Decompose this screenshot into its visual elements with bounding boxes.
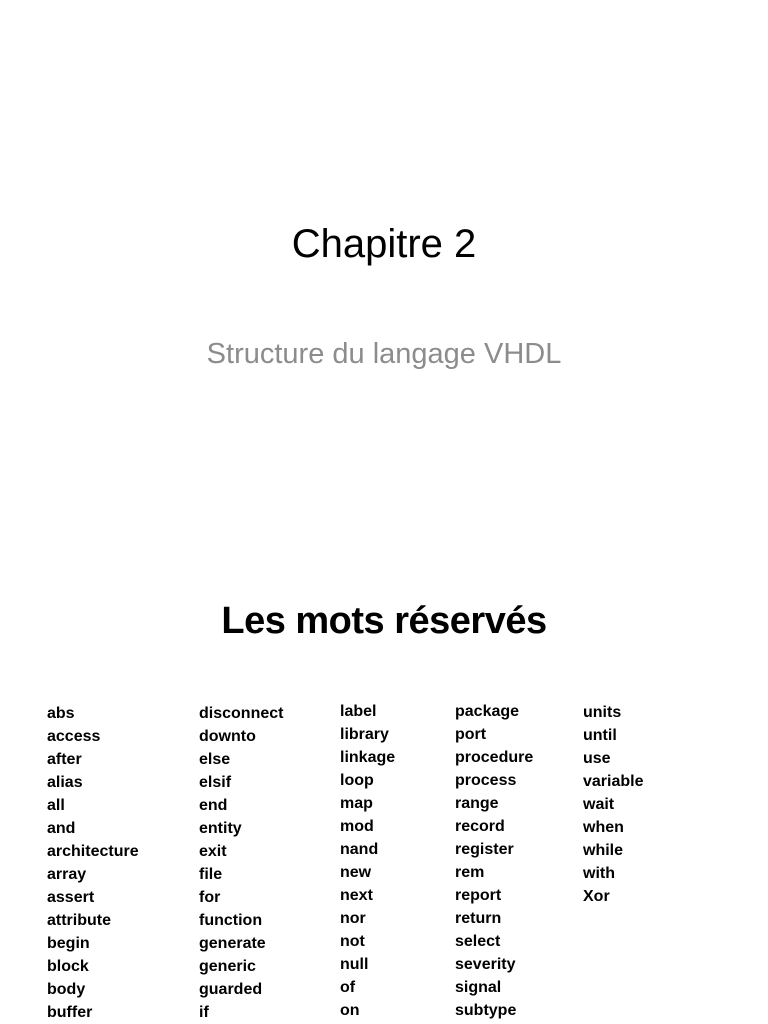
keyword-item: end: [199, 797, 228, 814]
keyword-item: library: [340, 726, 389, 743]
keyword-item: severity: [455, 956, 516, 973]
keyword-item: body: [47, 981, 86, 998]
keyword-item: report: [455, 887, 502, 904]
keyword-item: return: [455, 910, 502, 927]
reserved-words-slide: [0, 576, 768, 1024]
keyword-item: generate: [199, 935, 266, 952]
keyword-item: while: [583, 842, 624, 859]
keyword-item: downto: [199, 728, 256, 745]
keyword-item: subtype: [455, 1002, 517, 1019]
keyword-item: package: [455, 703, 520, 720]
keyword-item: procedure: [455, 749, 534, 766]
keyword-item: label: [340, 703, 377, 720]
keyword-column-2: [199, 702, 283, 1024]
keyword-item: alias: [47, 774, 83, 791]
keyword-column-4: [455, 700, 533, 1022]
keyword-item: begin: [47, 935, 90, 952]
keyword-item: Xor: [583, 888, 610, 905]
keyword-item: abs: [47, 705, 75, 722]
keyword-item: and: [47, 820, 76, 837]
keyword-item: block: [47, 958, 89, 975]
keyword-item: access: [47, 728, 101, 745]
keyword-item: record: [455, 818, 505, 835]
keyword-item: guarded: [199, 981, 263, 998]
keyword-item: loop: [340, 772, 374, 789]
keyword-item: generic: [199, 958, 256, 975]
keyword-item: all: [47, 797, 65, 814]
keyword-item: signal: [455, 979, 502, 996]
keyword-item: function: [199, 912, 263, 929]
keyword-item: buffer: [47, 1004, 93, 1021]
keyword-item: nor: [340, 910, 366, 927]
keyword-item: elsif: [199, 774, 232, 791]
keyword-item: process: [455, 772, 517, 789]
keyword-item: register: [455, 841, 514, 858]
keyword-item: architecture: [47, 843, 139, 860]
keyword-item: of: [340, 979, 356, 996]
keyword-item: nand: [340, 841, 379, 858]
keyword-item: array: [47, 866, 87, 883]
keyword-item: attribute: [47, 912, 111, 929]
chapter-subtitle: Structure du langage VHDL: [206, 338, 562, 370]
keyword-column-5: [583, 701, 643, 908]
keyword-item: units: [583, 704, 622, 721]
keyword-item: wait: [583, 796, 615, 813]
keyword-item: after: [47, 751, 82, 768]
keyword-column-1: [47, 702, 139, 1024]
keyword-item: port: [455, 726, 487, 743]
keyword-item: else: [199, 751, 231, 768]
keyword-item: rem: [455, 864, 485, 881]
keyword-item: range: [455, 795, 499, 812]
keyword-item: on: [340, 1002, 360, 1019]
keyword-item: with: [583, 865, 615, 882]
chapter-title: Chapitre 2: [291, 222, 477, 266]
keyword-item: linkage: [340, 749, 396, 766]
keyword-item: entity: [199, 820, 242, 837]
keyword-item: next: [340, 887, 373, 904]
keyword-item: null: [340, 956, 369, 973]
keyword-item: until: [583, 727, 617, 744]
keyword-item: disconnect: [199, 705, 284, 722]
keyword-item: variable: [583, 773, 644, 790]
keyword-item: when: [583, 819, 624, 836]
keyword-item: new: [340, 864, 372, 881]
keyword-item: file: [199, 866, 223, 883]
keyword-item: exit: [199, 843, 227, 860]
keyword-column-3: [340, 700, 395, 1022]
keyword-item: assert: [47, 889, 95, 906]
keyword-item: select: [455, 933, 501, 950]
keyword-item: if: [199, 1004, 209, 1021]
keyword-item: not: [340, 933, 365, 950]
keyword-item: use: [583, 750, 611, 767]
keyword-item: mod: [340, 818, 374, 835]
keyword-item: for: [199, 889, 221, 906]
reserved-words-title: Les mots réservés: [221, 600, 547, 642]
keyword-item: map: [340, 795, 373, 812]
